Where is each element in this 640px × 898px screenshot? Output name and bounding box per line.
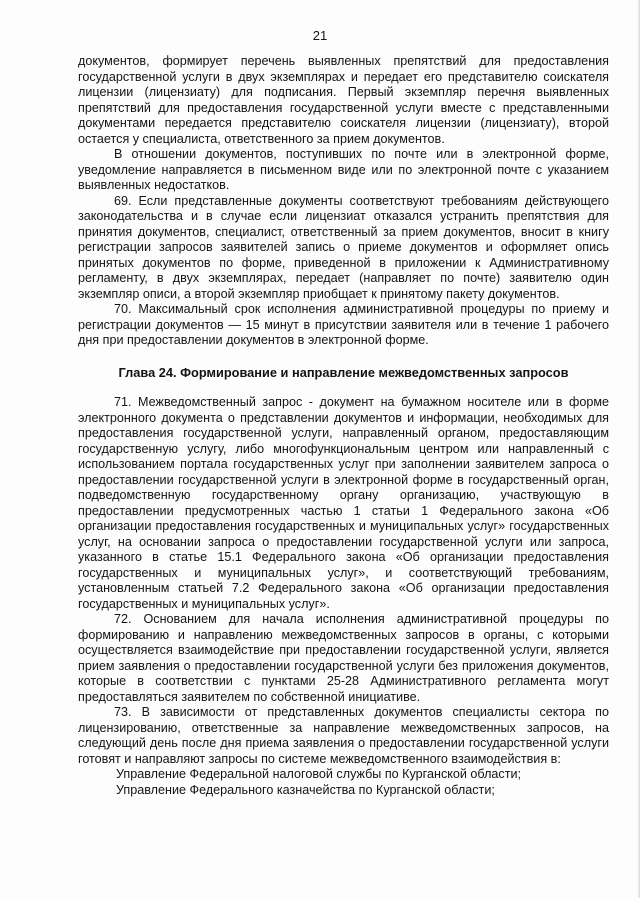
page-number: 21	[312, 28, 328, 43]
list-item: Управление Федеральной налоговой службы по Курганской области;	[116, 767, 522, 781]
document-body	[78, 54, 609, 798]
paragraph-continuation: документов, формирует перечень выявленных препятствий для предоставления государственной услуги в двух экземплярах и передает его представителю соискателя лицензии (лицензиату) для подписания. Первый экземпляр перечня выявленных препятствий для предоставления государственной услуги вместе с представленными документами передается представителю соискателя лицензии (лицензиату), второй остается у специалиста, ответственного за прием документов.	[78, 54, 609, 146]
paragraph-72: 72. Основанием для начала исполнения административной процедуры по формированию и направлению межведомственных запросов в органы, с которыми осуществляется взаимодействие при предоставлении государственной услуги, является прием заявления о предоставлении государственной услуги без приложения документов, которые в соответствии с пунктами 25-28 Административного регламента могут предоставляться заявителем по собственной инициативе.	[78, 612, 609, 704]
paragraph-73: 73. В зависимости от представленных документов специалисты сектора по лицензированию, ответственные за направление межведомственных запросов, на следующий день после дня приема заявления о предоставлении государственной услуги готовят и направляют запросы по системе межведомственного взаимодействия в:	[78, 705, 609, 766]
paragraph-69: 69. Если представленные документы соответствуют требованиям действующего законодательства и в случае если лицензиат отказался устранить препятствия для принятия документов, специалист, ответственный за прием документов, вносит в книгу регистрации запросов заявителей запись о приеме документов и оформляет опись принятых документов по форме, приведенной в приложении к Административному регламенту, в двух экземплярах, передает (направляет по почте) заявителю один экземпляр описи, а второй экземпляр приобщает к принятому пакету документов.	[78, 193, 609, 301]
paragraph-70: 70. Максимальный срок исполнения административной процедуры по приему и регистрации документов — 15 минут в присутствии заявителя или в течение 1 рабочего дня при предоставлении документов в электронной форме.	[78, 302, 609, 347]
paragraph-71: 71. Межведомственный запрос - документ на бумажном носителе или в форме электронного документа о представлении документов и информации, необходимых для предоставления государственной услуги, направленный органом, предоставляющим государственную услугу, либо многофункциональным центром или направленный с использованием портала государственных услуг при заполнении заявителем запроса о предоставлении государственной услуги в электронной форме в государственный орган, подведомственную государственному органу организацию, участвующую в предоставлении предусмотренных частью 1 статьи 1 Федерального закона «Об организации предоставления государственных и муниципальных услуг» государственных услуг, на основании запроса о предоставлении государственной услуги или запроса, указанного в статье 15.1 Федерального закона «Об организации предоставления государственных и муниципальных услуг», и соответствующий требованиям, установленным статьей 7.2 Федерального закона «Об организации предоставления государственных и муниципальных услуг».	[78, 395, 609, 611]
chapter-heading: Глава 24. Формирование и направление межведомственных запросов	[118, 364, 569, 380]
paragraph-notification: В отношении документов, поступивших по почте или в электронной форме, уведомление направляется в письменном виде или по электронной почте с указанием выявленных недостатков.	[78, 147, 609, 192]
list-item: Управление Федерального казначейства по Курганской области;	[116, 782, 495, 797]
